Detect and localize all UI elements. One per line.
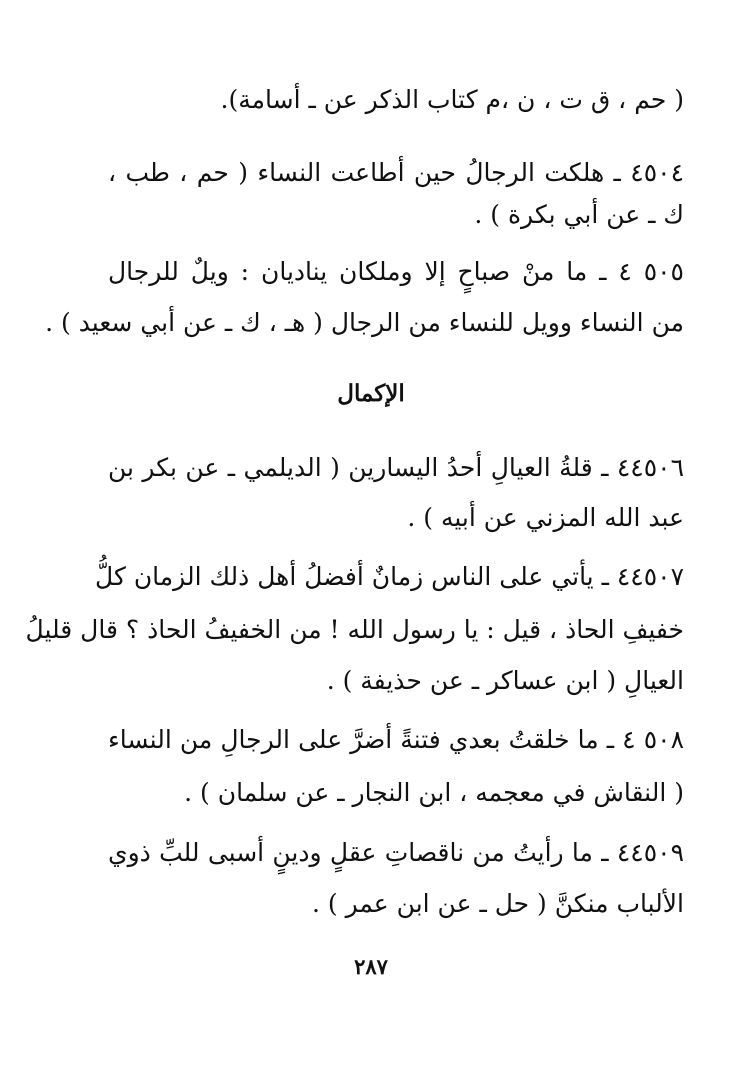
hadith-44508-line-1: ٥٠٨ ٤ ـ ما خلقتُ بعدي فتنةً أضرَّ على الرجالِ من النساء [108,725,685,754]
section-heading: الإكمال [337,380,405,407]
hadith-44507-line-3: العيالِ ( ابن عساكر ـ عن حذيفة ) . [326,666,684,695]
hadith-44507-line-1: ٤٤٥٠٧ ـ يأتي على الناس زمانٌ أفضلُ أهل ذلك الزمان كلُّ [95,562,684,591]
hadith-4504-line-1: ٤٥٠٤ ـ هلكت الرجالُ حين أطاعت النساء ( حم ، طب ، [108,158,684,187]
text-line-1: ( حم ، ق ت ، ن ،م كتاب الذكر عن ـ أسامة). [220,85,684,114]
hadith-44506-line-1: ٤٤٥٠٦ ـ قلةُ العيالِ أحدُ اليسارين ( الديلمي ـ عن بكر بن [108,453,684,482]
hadith-44509-line-2: الألباب منكنَّ ( حل ـ عن ابن عمر ) . [311,889,684,918]
hadith-44508-line-2: ( النقاش في معجمه ، ابن النجار ـ عن سلمان ) . [184,778,684,807]
hadith-4504-line-2: ك ـ عن أبي بكرة ) . [474,200,684,229]
hadith-44509-line-1: ٤٤٥٠٩ ـ ما رأيتُ من ناقصاتِ عقلٍ ودينٍ أسبى للبِّ ذوي [108,838,684,867]
page-number: ٢٨٧ [354,954,388,979]
hadith-4505-line-1: ٥٠٥ ٤ ـ ما منْ صباحٍ إلا وملكان يناديان : ويلٌ للرجال [108,257,684,286]
hadith-4505-line-2: من النساء وويل للنساء من الرجال ( هـ ، ك ـ عن أبي سعيد ) . [45,308,684,337]
hadith-44507-line-2: خفيفِ الحاذ ، قيل : يا رسول الله ! من الخفيفُ الحاذ ؟ قال قليلُ [25,615,684,644]
hadith-44506-line-2: عبد الله المزني عن أبيه ) . [407,503,684,532]
